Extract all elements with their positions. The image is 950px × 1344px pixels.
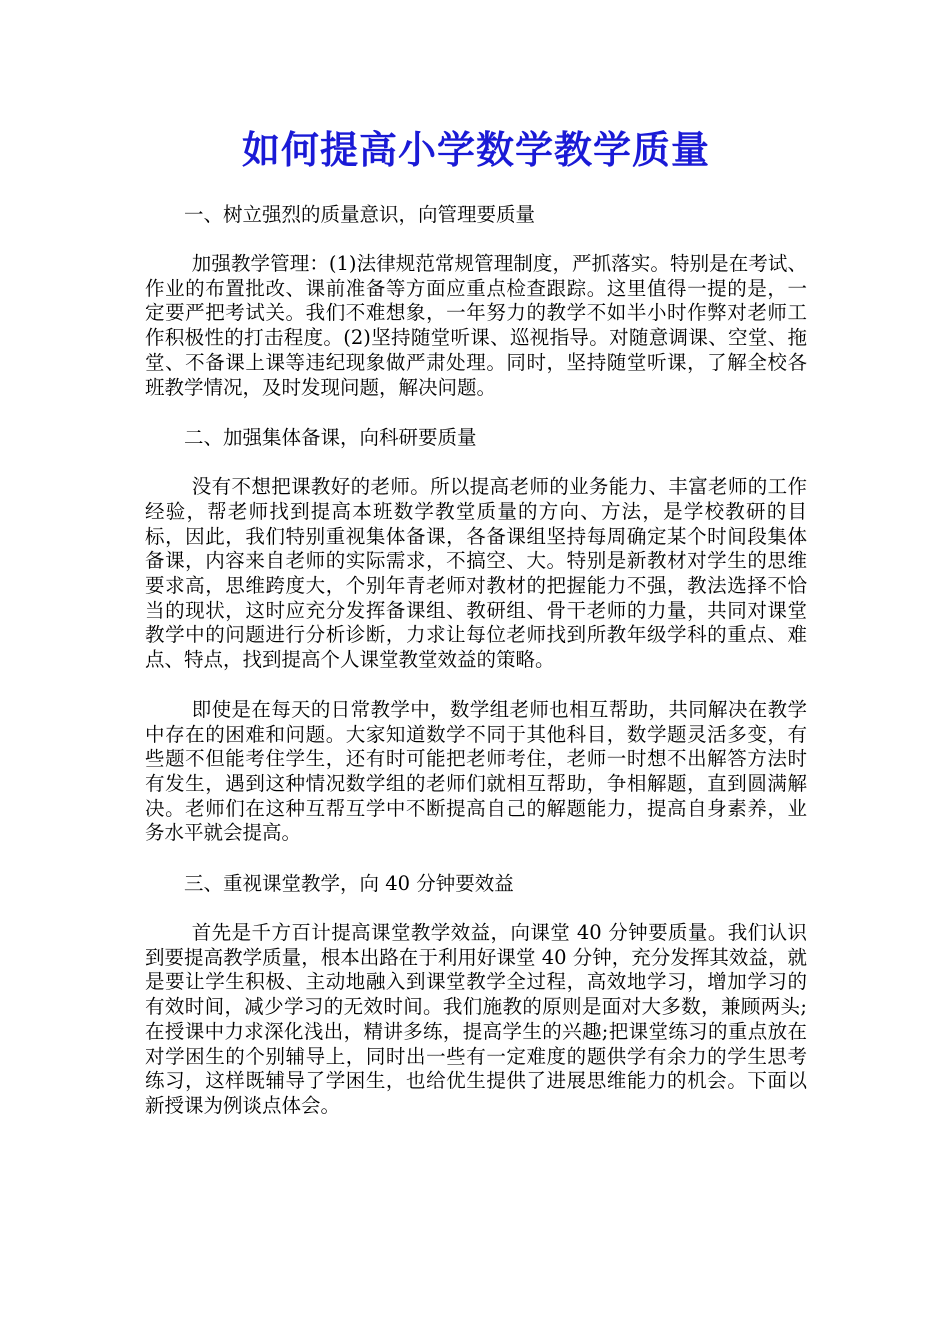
section-2-paragraph-1: 没有不想把课教好的老师。所以提高老师的业务能力、丰富老师的工作经验，帮老师找到提高本班数学教堂质量的方向、方法，是学校教研的目标，因此，我们特别重视集体备课，各备课组坚持每周确定某个时间段集体备课，内容来自老师的实际需求，不搞空、大。特别是新教材对学生的思维要求高，思维跨度大，个别年青老师对教材的把握能力不强，教法选择不恰当的现状，这时应充分发挥备课组、教研组、骨干老师的力量，共同对课堂教学中的问题进行分析诊断，力求让每位老师找到所教年级学科的重点、难点、特点，找到提高个人课堂教堂效益的策略。 bbox=[145, 475, 807, 672]
section-heading-1: 一、树立强烈的质量意识，向管理要质量 bbox=[184, 203, 536, 226]
document-title: 如何提高小学数学教学质量 bbox=[241, 127, 710, 172]
section-2-paragraph-2: 即使是在每天的日常教学中，数学组老师也相互帮助，共同解决在教学中存在的困难和问题。大家知道数学不同于其他科目，数学题灵活多变，有些题不但能考住学生，还有时可能把老师考住，老师一时想不出解答方法时有发生，遇到这种情况数学组的老师们就相互帮助，争相解题，直到圆满解决。老师们在这种互帮互学中不断提高自己的解题能力，提高自身素养，业务水平就会提高。 bbox=[145, 697, 807, 845]
document-page bbox=[145, 118, 807, 1144]
section-1-paragraph-1: 加强教学管理：(1)法律规范常规管理制度，严抓落实。特别是在考试、作业的布置批改、课前准备等方面应重点检查跟踪。这里值得一提的是，一定要严把考试关。我们不难想象，一年努力的教学不如半小时作弊对老师工作积极性的打击程度。(2)坚持随堂听课、巡视指导。对随意调课、空堂、拖堂、不备课上课等违纪现象做严肃处理。同时，坚持随堂听课，了解全校各班教学情况，及时发现问题，解决问题。 bbox=[145, 252, 807, 399]
section-3-paragraph-1: 首先是千方百计提高课堂教学效益，向课堂 40 分钟要质量。我们认识到要提高教学质量，根本出路在于利用好课堂 40 分钟，充分发挥其效益，就是要让学生积极、主动地融入到课堂教学全过程，高效地学习，增加学习的有效时间，减少学习的无效时间。我们施教的原则是面对大多数，兼顾两头;在授课中力求深化浅出，精讲多练，提高学生的兴趣;把课堂练习的重点放在对学困生的个别辅导上，同时出一些有一定难度的题供学有余力的学生思考练习，这样既辅导了学困生，也给优生提供了进展思维能力的机会。下面以新授课为例谈点体会。 bbox=[145, 921, 807, 1117]
section-heading-3: 三、重视课堂教学，向 40 分钟要效益 bbox=[184, 872, 514, 896]
section-heading-2: 二、加强集体备课，向科研要质量 bbox=[184, 426, 477, 450]
